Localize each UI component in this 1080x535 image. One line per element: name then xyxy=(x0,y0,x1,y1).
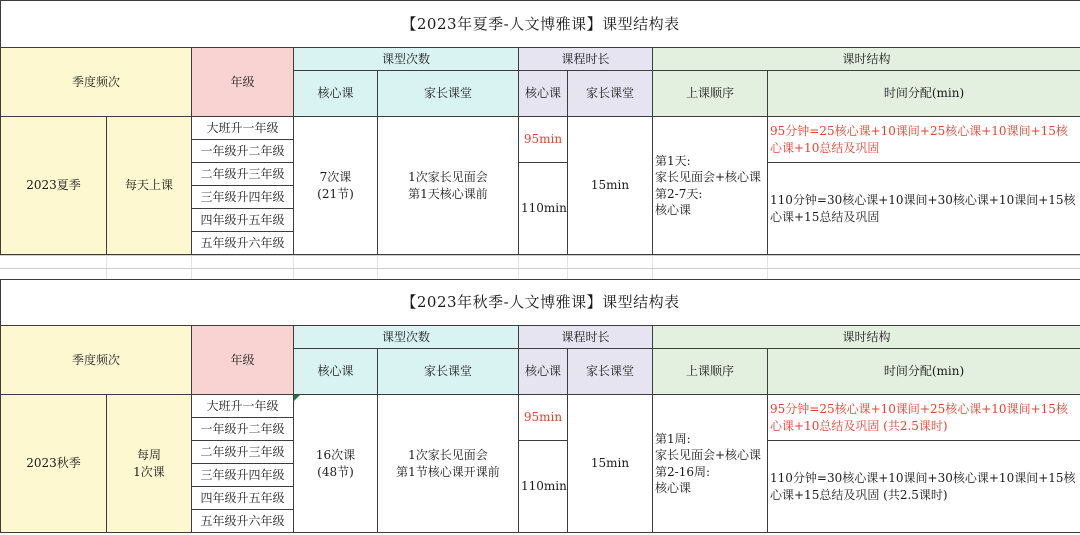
parent-count-cell xyxy=(378,117,519,255)
class-structure-header: 课时结构 xyxy=(653,326,1080,349)
parent-count-value: 1次家长见面会 xyxy=(408,170,488,185)
grade-cell: 二年级升三年级 xyxy=(192,163,294,186)
table-title: 【2023年夏季-人文博雅课】课型结构表 xyxy=(1,1,1080,48)
grade-cell: 三年级升四年级 xyxy=(192,464,294,487)
parent-duration-header: 家长课堂 xyxy=(568,71,653,117)
order-line-3: 第2-7天: xyxy=(655,186,703,201)
autumn-structure-table xyxy=(0,279,1080,533)
core-duration-header: 核心课 xyxy=(519,349,568,395)
time-allocation-95: 95分钟=25核心课+10课间+25核心课+10课间+15核心课+10总结及巩固 (共2.5课时) xyxy=(768,395,1080,441)
core-count-cell xyxy=(294,117,378,255)
grade-cell: 四年级升五年级 xyxy=(192,487,294,510)
order-line-2: 家长见面会+核心课 xyxy=(655,170,762,185)
grade-cell: 一年级升二年级 xyxy=(192,140,294,163)
grade-header: 年级 xyxy=(192,48,294,117)
table-title: 【2023年秋季-人文博雅课】课型结构表 xyxy=(1,280,1080,326)
grade-cell: 五年级升六年级 xyxy=(192,232,294,255)
core-duration-110: 110min xyxy=(519,441,568,533)
time-allocation-95: 95分钟=25核心课+10课间+25核心课+10课间+15核心课+10总结及巩固 xyxy=(768,117,1080,163)
time-allocation-110: 110分钟=30核心课+10课间+30核心课+10课间+15核心课+15总结及巩固 (共2.5课时) xyxy=(768,441,1080,533)
course-duration-header: 课程时长 xyxy=(519,326,653,349)
grade-cell: 大班升一年级 xyxy=(192,117,294,140)
course-duration-header: 课程时长 xyxy=(519,48,653,71)
order-header: 上课顺序 xyxy=(653,71,768,117)
parent-duration-cell: 15min xyxy=(568,395,653,533)
frequency-cell xyxy=(107,395,192,533)
core-count-header: 核心课 xyxy=(294,349,378,395)
parent-duration-header: 家长课堂 xyxy=(568,349,653,395)
core-duration-95: 95min xyxy=(519,117,568,163)
parent-count-header: 家长课堂 xyxy=(378,71,519,117)
frequency-line-1: 每周 xyxy=(136,448,161,463)
grade-cell: 二年级升三年级 xyxy=(192,441,294,464)
grade-cell: 四年级升五年级 xyxy=(192,209,294,232)
grade-cell: 一年级升二年级 xyxy=(192,418,294,441)
parent-count-cell xyxy=(378,395,519,533)
parent-count-sub: 第1天核心课前 xyxy=(408,186,488,201)
order-line-4: 核心课 xyxy=(655,202,692,217)
parent-duration-cell: 15min xyxy=(568,117,653,255)
core-count-cell xyxy=(294,395,378,533)
time-allocation-header: 时间分配(min) xyxy=(768,349,1080,395)
order-line-4: 核心课 xyxy=(655,480,692,495)
frequency-line-2: 1次课 xyxy=(133,464,165,479)
cell-comment-marker xyxy=(294,395,300,401)
frequency-cell: 每天上课 xyxy=(107,117,192,255)
grade-header: 年级 xyxy=(192,326,294,395)
parent-count-header: 家长课堂 xyxy=(378,349,519,395)
core-count-header: 核心课 xyxy=(294,71,378,117)
season-cell: 2023夏季 xyxy=(1,117,107,255)
sheet-gap xyxy=(0,255,1080,279)
core-duration-110: 110min xyxy=(519,163,568,255)
core-count-sub: (48节) xyxy=(317,464,354,479)
summer-structure-table xyxy=(0,0,1080,255)
order-line-3: 第2-16周: xyxy=(655,464,711,479)
time-allocation-header: 时间分配(min) xyxy=(768,71,1080,117)
core-count-sub: (21节) xyxy=(317,186,354,201)
order-line-1: 第1周: xyxy=(655,432,691,447)
grade-cell: 三年级升四年级 xyxy=(192,186,294,209)
parent-count-value: 1次家长见面会 xyxy=(408,448,488,463)
core-duration-95: 95min xyxy=(519,395,568,441)
core-count-value: 16次课 xyxy=(315,448,356,463)
core-duration-header: 核心课 xyxy=(519,71,568,117)
course-count-header: 课型次数 xyxy=(294,326,519,349)
order-header: 上课顺序 xyxy=(653,349,768,395)
order-line-2: 家长见面会+核心课 xyxy=(655,448,762,463)
course-count-header: 课型次数 xyxy=(294,48,519,71)
season-frequency-header: 季度频次 xyxy=(1,48,192,117)
grade-cell: 大班升一年级 xyxy=(192,395,294,418)
parent-count-sub: 第1节核心课开课前 xyxy=(396,464,500,479)
season-frequency-header: 季度频次 xyxy=(1,326,192,395)
time-allocation-110: 110分钟=30核心课+10课间+30核心课+10课间+15核心课+15总结及巩固 xyxy=(768,163,1080,255)
order-cell xyxy=(653,117,768,255)
order-cell xyxy=(653,395,768,533)
class-structure-header: 课时结构 xyxy=(653,48,1080,71)
core-count-value: 7次课 xyxy=(319,170,352,185)
season-cell: 2023秋季 xyxy=(1,395,107,533)
grade-cell: 五年级升六年级 xyxy=(192,510,294,533)
order-line-1: 第1天: xyxy=(655,154,691,169)
